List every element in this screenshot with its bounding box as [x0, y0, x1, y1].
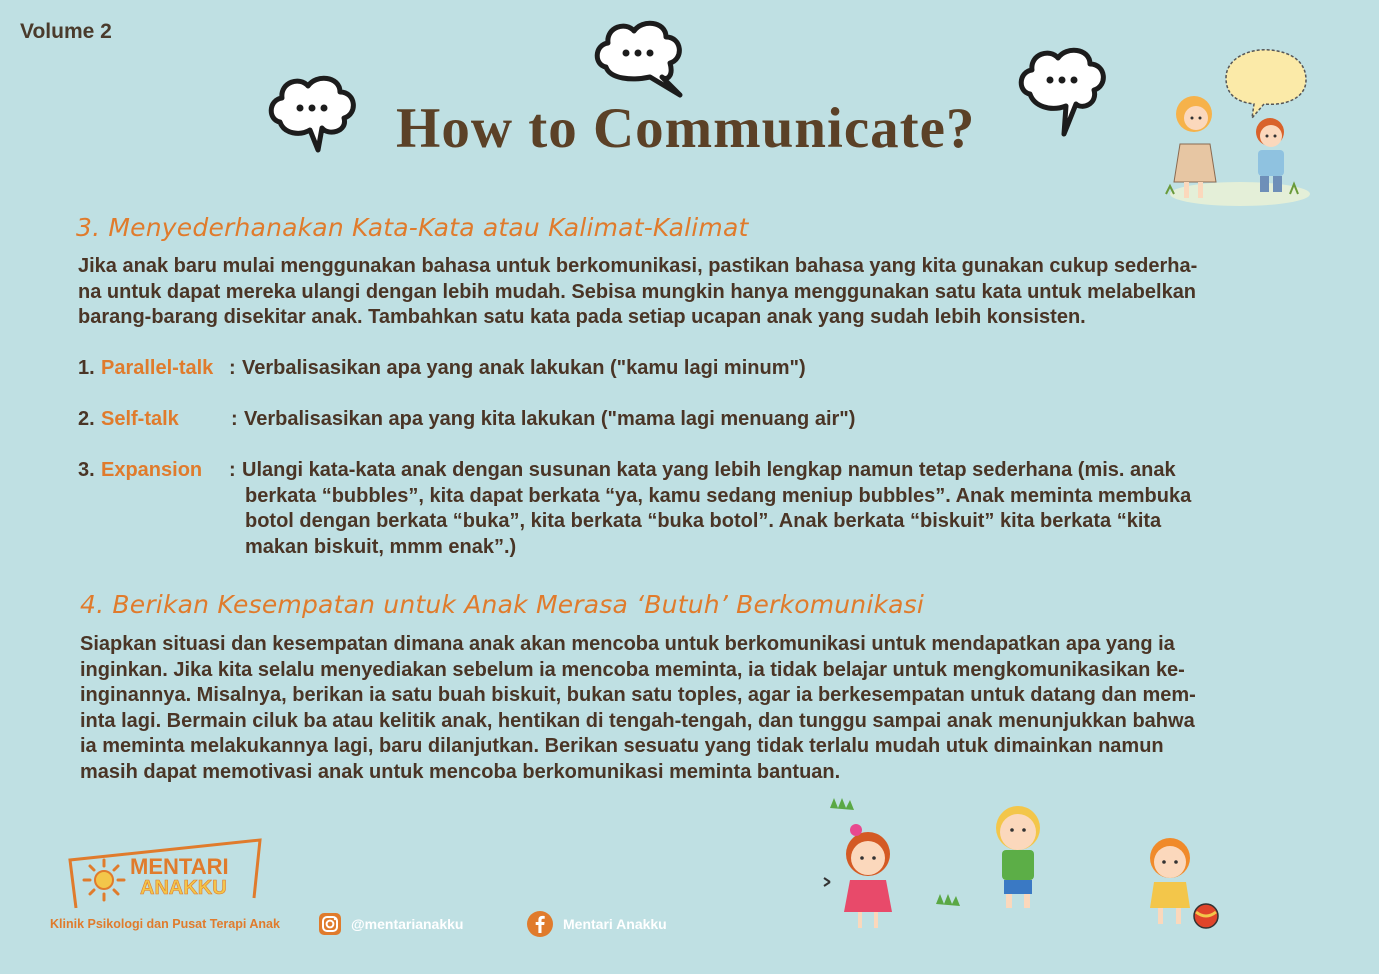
- paragraph-line: inginkan. Jika kita selalu menyediakan sebelum ia mencoba meminta, ia tidak belajar untuk mengkomunikasikan ke-: [80, 658, 1185, 681]
- list-item-colon: :: [229, 357, 236, 379]
- list-item-description: Ulangi kata-kata anak dengan susunan kata yang lebih lengkap namun tetap sederhana (mis. anak: [242, 459, 1176, 481]
- list-item-term: Parallel-talk: [101, 357, 214, 379]
- page-title: How to Communicate?: [396, 97, 976, 160]
- paragraph-line: inginannya. Misalnya, berikan ia satu buah biskuit, bukan satu toples, agar ia berkesempatan untuk datang dan mem-: [80, 684, 1196, 706]
- list-item-description: Verbalisasikan apa yang kita lakukan ("mama lagi menuang air"): [244, 408, 856, 430]
- list-item-term: Expansion: [101, 459, 203, 481]
- brand-line-2: ANAKKU: [140, 877, 227, 899]
- thought-bubble-icon: [1016, 42, 1108, 138]
- paragraph-line: inta lagi. Bermain ciluk ba atau kelitik anak, hentikan di tengah-tengah, dan tunggu sampai anak menunjukkan bahwa: [80, 709, 1195, 732]
- section-4-heading: 4. Berikan Kesempatan untuk Anak Merasa ‘Butuh’ Berkomunikasi: [80, 590, 925, 619]
- volume-label: Volume 2: [20, 20, 112, 43]
- paragraph-line: Siapkan situasi dan kesempatan dimana anak akan mencoba untuk berkomunikasi untuk mendapatkan apa yang ia: [80, 633, 1175, 655]
- section-3-paragraph: [78, 254, 1304, 331]
- brand-line-1: MENTARI: [130, 854, 229, 879]
- paragraph-line: barang-barang disekitar anak. Tambahkan satu kata pada setiap ucapan anak yang sudah lebih konsisten.: [78, 306, 1086, 328]
- list-item-expansion: [78, 458, 1308, 562]
- paragraph-line: Jika anak baru mulai menggunakan bahasa untuk berkomunikasi, pastikan bahasa yang kita gunakan cukup sederha-: [78, 255, 1198, 277]
- kids-playing-illustration: [816, 796, 1226, 944]
- clinic-tagline: Klinik Psikologi dan Pusat Terapi Anak: [50, 917, 280, 931]
- list-item-number: 3.: [78, 459, 95, 481]
- sun-icon: [84, 860, 124, 900]
- paragraph-line: masih dapat memotivasi anak untuk mencoba berkomunikasi meminta bantuan.: [80, 760, 841, 783]
- list-item-colon: :: [229, 459, 236, 481]
- list-item-description: makan biskuit, mmm enak”.): [245, 535, 517, 558]
- list-item-term: Self-talk: [101, 408, 179, 430]
- section-3-heading: 3. Menyederhanakan Kata-Kata atau Kalimat-Kalimat: [76, 213, 749, 242]
- instagram-icon: [318, 912, 342, 936]
- list-item-colon: :: [231, 408, 238, 430]
- section-4-paragraph: [80, 632, 1304, 785]
- list-item-number: 2.: [78, 408, 95, 430]
- list-item-description: berkata “bubbles”, kita dapat berkata “ya, kamu sedang meniup bubbles”. Anak meminta membuka: [245, 484, 1192, 507]
- list-item-description: botol dengan berkata “buka”, kita berkata “buka botol”. Anak berkata “biskuit” kita berkata “kita: [245, 510, 1162, 532]
- paragraph-line: ia meminta melakukannya lagi, baru dilanjutkan. Berikan sesuatu yang tidak terlalu mudah utuk dimainkan namun: [80, 735, 1164, 757]
- thought-bubble-icon: [266, 70, 358, 154]
- kids-talking-illustration: [1160, 44, 1316, 216]
- facebook-page[interactable]: [526, 910, 667, 938]
- facebook-icon: [526, 910, 554, 938]
- paragraph-line: na untuk dapat mereka ulangi dengan lebih mudah. Sebisa mungkin hanya menggunakan satu kata untuk melabelkan: [78, 280, 1197, 303]
- mentari-anakku-logo: [66, 838, 266, 914]
- instagram-handle[interactable]: [318, 912, 463, 936]
- facebook-label: Mentari Anakku: [563, 916, 667, 932]
- list-item-description: Verbalisasikan apa yang anak lakukan ("kamu lagi minum"): [242, 357, 806, 379]
- list-item-number: 1.: [78, 357, 95, 379]
- list-item-self-talk: [78, 407, 1308, 433]
- thought-bubble-icon: [592, 15, 686, 99]
- instagram-label: @mentarianakku: [351, 916, 464, 932]
- list-item-parallel-talk: [78, 356, 1308, 382]
